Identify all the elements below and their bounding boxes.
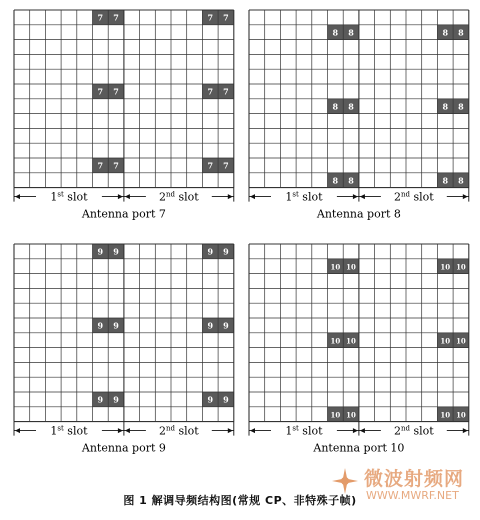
- pilot-symbol: 9: [97, 320, 104, 331]
- pilot-symbol: 8: [332, 27, 339, 38]
- figure-caption: 图 1 解调导频结构图(常规 CP、非特殊子帧): [123, 494, 357, 507]
- slot-label: 2nd slot: [158, 424, 199, 438]
- arrow-head: [463, 194, 468, 199]
- pilot-symbol: 10: [346, 262, 356, 272]
- antenna-port-label: Antenna port 7: [81, 207, 166, 221]
- pilot-symbol: 8: [348, 101, 354, 112]
- pilot-symbol: 10: [440, 336, 451, 346]
- watermark-site-name: 微波射频网: [364, 468, 465, 490]
- pilot-symbol: 8: [442, 101, 449, 112]
- arrow-head: [353, 428, 358, 433]
- resource-grid-panel: [14, 244, 234, 455]
- watermark: [330, 462, 470, 504]
- pilot-symbol: 10: [330, 336, 341, 346]
- pilot-symbol: 8: [332, 175, 339, 186]
- slot-label: 1st slot: [50, 190, 88, 204]
- resource-grid-panel: [249, 244, 469, 455]
- arrow-head: [228, 194, 233, 199]
- slot-label: 2nd slot: [158, 190, 199, 204]
- pilot-symbol: 8: [348, 175, 354, 186]
- watermark-logo-icon: [330, 466, 360, 496]
- pilot-symbol: 10: [440, 410, 451, 420]
- pilot-symbol: 9: [113, 320, 119, 331]
- arrow-head: [15, 194, 20, 199]
- pilot-symbol: 7: [113, 12, 119, 23]
- pilot-symbol: 7: [223, 12, 229, 23]
- pilot-symbol: 10: [456, 336, 466, 346]
- arrow-head: [250, 428, 255, 433]
- pilot-symbol: 10: [346, 410, 356, 420]
- pilot-symbol: 7: [223, 86, 229, 97]
- pilot-symbol: 9: [207, 246, 214, 257]
- pilot-symbol: 9: [113, 394, 119, 405]
- pilot-symbol: 10: [456, 410, 466, 420]
- antenna-port-label: Antenna port 10: [313, 441, 405, 455]
- pilot-symbol: 9: [97, 394, 104, 405]
- pilot-symbol: 8: [458, 27, 464, 38]
- pilot-symbol: 9: [207, 394, 214, 405]
- pilot-symbol: 7: [113, 86, 119, 97]
- pilot-symbol: 10: [330, 262, 341, 272]
- pilot-symbol: 8: [442, 175, 449, 186]
- antenna-port-label: Antenna port 9: [81, 441, 166, 455]
- pilot-symbol: 7: [97, 86, 104, 97]
- pilot-symbol: 9: [223, 246, 229, 257]
- pilot-symbol: 8: [458, 175, 464, 186]
- slot-label: 2nd slot: [393, 190, 434, 204]
- arrow-head: [125, 194, 130, 199]
- pilot-symbol: 8: [442, 27, 449, 38]
- arrow-head: [228, 428, 233, 433]
- pilot-symbol: 8: [348, 27, 354, 38]
- pilot-symbol: 7: [97, 160, 104, 171]
- slot-label: 1st slot: [285, 424, 323, 438]
- pilot-symbol: 7: [97, 12, 104, 23]
- pilot-symbol: 8: [332, 101, 339, 112]
- pilot-symbol: 9: [113, 246, 119, 257]
- resource-grid-panel: [14, 10, 234, 221]
- arrow-head: [250, 194, 255, 199]
- pilot-symbol: 8: [458, 101, 464, 112]
- slot-label: 2nd slot: [393, 424, 434, 438]
- arrow-head: [125, 428, 130, 433]
- pilot-symbol: 9: [223, 320, 229, 331]
- slot-label: 1st slot: [50, 424, 88, 438]
- pilot-symbol: 10: [330, 410, 341, 420]
- pilot-symbol: 7: [207, 160, 214, 171]
- arrow-head: [360, 194, 365, 199]
- arrow-head: [353, 194, 358, 199]
- resource-grid-panel: [249, 10, 469, 221]
- arrow-head: [463, 428, 468, 433]
- pilot-symbol: 9: [207, 320, 214, 331]
- arrow-head: [360, 428, 365, 433]
- pilot-symbol: 7: [207, 86, 214, 97]
- antenna-port-label: Antenna port 8: [316, 207, 401, 221]
- arrow-head: [15, 428, 20, 433]
- pilot-symbol: 9: [97, 246, 104, 257]
- watermark-url: WWW.MWRF.NET: [366, 489, 459, 502]
- pilot-symbol: 9: [223, 394, 229, 405]
- pilot-symbol: 7: [223, 160, 229, 171]
- pilot-symbol: 10: [440, 262, 451, 272]
- pilot-symbol: 10: [456, 262, 466, 272]
- pilot-symbol: 10: [346, 336, 356, 346]
- pilot-symbol: 7: [113, 160, 119, 171]
- pilot-symbol: 7: [207, 12, 214, 23]
- arrow-head: [118, 194, 123, 199]
- slot-label: 1st slot: [285, 190, 323, 204]
- arrow-head: [118, 428, 123, 433]
